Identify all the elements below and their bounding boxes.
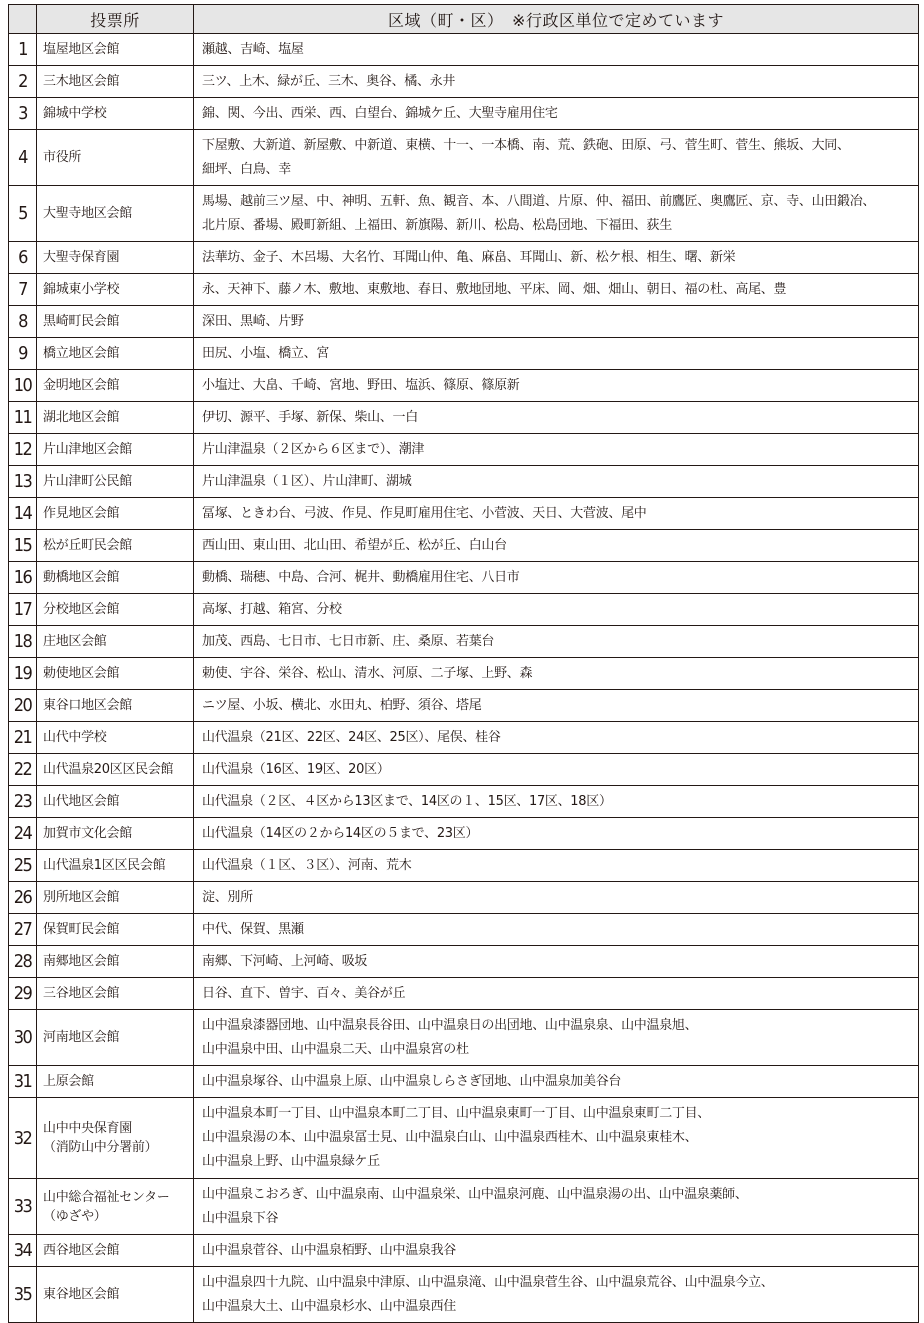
- table-row: [9, 786, 919, 818]
- polling-station-name-line: （ゆざや）: [43, 1208, 107, 1224]
- table-row: [9, 1010, 919, 1066]
- polling-station-name-line: 錦城東小学校: [43, 282, 120, 297]
- district-area: 西山田、東山田、北山田、希望が丘、松が丘、白山台: [194, 530, 919, 562]
- district-area: 動橋、瑞穂、中島、合河、梶井、動橋雇用住宅、八日市: [194, 562, 919, 594]
- district-area: 勅使、宇谷、栄谷、松山、清水、河原、二子塚、上野、森: [194, 658, 919, 690]
- district-area: 山代温泉（２区、４区から13区まで、14区の１、15区、17区、18区）: [194, 786, 919, 818]
- polling-station-name-line: 大聖寺地区会館: [43, 206, 132, 221]
- district-area: 山代温泉（16区、19区、20区）: [194, 754, 919, 786]
- polling-station-name: [37, 1267, 194, 1323]
- district-area: 山中温泉本町一丁目、山中温泉本町二丁目、山中温泉東町一丁目、山中温泉東町二丁目、 山中温泉湯の本、山中温泉冨士見、山中温泉白山、山中温泉西桂木、山中温泉東桂木、 山中温泉上野、山中温泉緑ケ丘: [194, 1098, 919, 1179]
- polling-station-name: [37, 1098, 194, 1179]
- row-number: 27: [9, 914, 37, 946]
- polling-station-name: [37, 946, 194, 978]
- polling-station-name-line: 保賀町民会館: [43, 922, 120, 937]
- table-row: [9, 594, 919, 626]
- district-area: 山中温泉漆器団地、山中温泉長谷田、山中温泉日の出団地、山中温泉泉、山中温泉旭、 山中温泉中田、山中温泉二天、山中温泉宮の杜: [194, 1010, 919, 1066]
- polling-station-name-line: 東谷地区会館: [43, 1287, 120, 1302]
- table-row: [9, 338, 919, 370]
- row-number: 33: [9, 1179, 37, 1235]
- polling-station-name: [37, 1066, 194, 1098]
- row-number: 30: [9, 1010, 37, 1066]
- polling-station-name: [37, 1179, 194, 1235]
- table-row: [9, 66, 919, 98]
- row-number: 4: [9, 130, 37, 186]
- polling-station-name: [37, 274, 194, 306]
- polling-station-name-line: 湖北地区会館: [43, 410, 120, 425]
- polling-station-name-line: 上原会館: [43, 1074, 94, 1089]
- table-row: [9, 498, 919, 530]
- polling-station-name: [37, 338, 194, 370]
- table-row: [9, 306, 919, 338]
- row-number: 13: [9, 466, 37, 498]
- polling-station-name: [37, 562, 194, 594]
- polling-station-name: [37, 370, 194, 402]
- table-body: [9, 34, 919, 1323]
- polling-station-name-line: 山代中学校: [43, 730, 107, 745]
- header-number: [9, 5, 37, 34]
- table-row: [9, 882, 919, 914]
- polling-station-name: [37, 242, 194, 274]
- polling-station-table-wrapper: [8, 4, 918, 1323]
- district-area: 伊切、源平、手塚、新保、柴山、一白: [194, 402, 919, 434]
- district-area: 下屋敷、大新道、新屋敷、中新道、東横、十一、一本橋、南、荒、鉄砲、田原、弓、菅生町、菅生、熊坂、大同、 細坪、白鳥、幸: [194, 130, 919, 186]
- polling-station-name: [37, 818, 194, 850]
- row-number: 6: [9, 242, 37, 274]
- row-number: 29: [9, 978, 37, 1010]
- row-number: 22: [9, 754, 37, 786]
- table-row: [9, 850, 919, 882]
- polling-station-name: [37, 402, 194, 434]
- polling-station-name-line: 黒崎町民会館: [43, 314, 120, 329]
- district-area: 片山津温泉（１区）、片山津町、湖城: [194, 466, 919, 498]
- table-row: [9, 946, 919, 978]
- polling-station-name-line: 庄地区会館: [43, 634, 107, 649]
- district-area: 山中温泉四十九院、山中温泉中津原、山中温泉滝、山中温泉菅生谷、山中温泉荒谷、山中温泉今立、 山中温泉大土、山中温泉杉水、山中温泉西住: [194, 1267, 919, 1323]
- district-area: 永、天神下、藤ノ木、敷地、東敷地、春日、敷地団地、平床、岡、畑、畑山、朝日、福の杜、高尾、豊: [194, 274, 919, 306]
- row-number: 19: [9, 658, 37, 690]
- table-row: [9, 274, 919, 306]
- row-number: 2: [9, 66, 37, 98]
- row-number: 9: [9, 338, 37, 370]
- district-area: 錦、関、今出、西栄、西、白望台、錦城ケ丘、大聖寺雇用住宅: [194, 98, 919, 130]
- polling-station-name: [37, 466, 194, 498]
- row-number: 35: [9, 1267, 37, 1323]
- polling-station-name: [37, 978, 194, 1010]
- table-row: [9, 978, 919, 1010]
- polling-station-name-line: 市役所: [43, 150, 82, 165]
- district-area: 田尻、小塩、橋立、宮: [194, 338, 919, 370]
- row-number: 24: [9, 818, 37, 850]
- district-area: 淀、別所: [194, 882, 919, 914]
- polling-station-name-line: 別所地区会館: [43, 890, 120, 905]
- table-row: [9, 1235, 919, 1267]
- polling-station-name-line: 山中総合福祉センター: [43, 1189, 170, 1205]
- polling-station-name-line: 作見地区会館: [43, 506, 120, 521]
- polling-station-name: [37, 1010, 194, 1066]
- district-area: 日谷、直下、曽宇、百々、美谷が丘: [194, 978, 919, 1010]
- row-number: 31: [9, 1066, 37, 1098]
- district-area: 片山津温泉（２区から６区まで）、潮津: [194, 434, 919, 466]
- polling-station-name-line: 大聖寺保育園: [43, 250, 120, 265]
- district-area: 馬場、越前三ツ屋、中、神明、五軒、魚、観音、本、八間道、片原、仲、福田、前鷹匠、奥鷹匠、京、寺、山田鍛冶、 北片原、番場、殿町新組、上福田、新旗陽、新川、松島、松島団地、下福田、荻生: [194, 186, 919, 242]
- table-header-row: [9, 5, 919, 34]
- table-row: [9, 818, 919, 850]
- district-area: 瀬越、吉崎、塩屋: [194, 34, 919, 66]
- table-row: [9, 626, 919, 658]
- table-row: [9, 98, 919, 130]
- row-number: 15: [9, 530, 37, 562]
- table-row: [9, 1066, 919, 1098]
- polling-station-name: [37, 1235, 194, 1267]
- district-area: 法華坊、金子、木呂場、大名竹、耳聞山仲、亀、麻畠、耳聞山、新、松ケ根、相生、曙、新栄: [194, 242, 919, 274]
- polling-station-name-line: 片山津地区会館: [43, 442, 132, 457]
- polling-station-name-line: 片山津町公民館: [43, 474, 132, 489]
- polling-station-name-line: 西谷地区会館: [43, 1243, 120, 1258]
- polling-station-name-line: 三木地区会館: [43, 74, 120, 89]
- row-number: 8: [9, 306, 37, 338]
- table-row: [9, 914, 919, 946]
- table-row: [9, 1098, 919, 1179]
- polling-station-name: [37, 66, 194, 98]
- polling-station-name-line: 三谷地区会館: [43, 986, 120, 1001]
- row-number: 21: [9, 722, 37, 754]
- polling-station-name: [37, 626, 194, 658]
- polling-station-name-line: 塩屋地区会館: [43, 42, 120, 57]
- polling-station-name: [37, 498, 194, 530]
- table-row: [9, 530, 919, 562]
- row-number: 7: [9, 274, 37, 306]
- polling-station-name-line: 松が丘町民会館: [43, 538, 132, 553]
- polling-station-name: [37, 98, 194, 130]
- district-area: 高塚、打越、箱宮、分校: [194, 594, 919, 626]
- polling-station-name: [37, 530, 194, 562]
- district-area: 山中温泉塚谷、山中温泉上原、山中温泉しらさぎ団地、山中温泉加美谷台: [194, 1066, 919, 1098]
- polling-station-name: [37, 754, 194, 786]
- row-number: 11: [9, 402, 37, 434]
- polling-station-name-line: 東谷口地区会館: [43, 698, 132, 713]
- polling-station-name: [37, 914, 194, 946]
- district-area: 山代温泉（21区、22区、24区、25区）、尾俣、桂谷: [194, 722, 919, 754]
- table-row: [9, 722, 919, 754]
- row-number: 34: [9, 1235, 37, 1267]
- polling-station-name: [37, 306, 194, 338]
- district-area: 南郷、下河崎、上河崎、吸坂: [194, 946, 919, 978]
- row-number: 5: [9, 186, 37, 242]
- table-row: [9, 34, 919, 66]
- row-number: 1: [9, 34, 37, 66]
- row-number: 25: [9, 850, 37, 882]
- polling-station-name-line: 分校地区会館: [43, 602, 120, 617]
- polling-station-name: [37, 594, 194, 626]
- district-area: 山中温泉こおろぎ、山中温泉南、山中温泉栄、山中温泉河鹿、山中温泉湯の出、山中温泉薬師、 山中温泉下谷: [194, 1179, 919, 1235]
- polling-station-name-line: 勅使地区会館: [43, 666, 120, 681]
- polling-station-name: [37, 690, 194, 722]
- polling-station-name-line: 橋立地区会館: [43, 346, 120, 361]
- table-row: [9, 466, 919, 498]
- header-area: 区域（町・区） ※行政区単位で定めています: [194, 5, 919, 34]
- district-area: 山中温泉菅谷、山中温泉栢野、山中温泉我谷: [194, 1235, 919, 1267]
- table-row: [9, 370, 919, 402]
- row-number: 26: [9, 882, 37, 914]
- polling-station-name-line: 錦城中学校: [43, 106, 107, 121]
- table-row: [9, 434, 919, 466]
- district-area: 三ツ、上木、緑が丘、三木、奥谷、橘、永井: [194, 66, 919, 98]
- polling-station-name-line: （消防山中分署前）: [43, 1140, 158, 1155]
- polling-station-name: [37, 434, 194, 466]
- polling-station-name-line: 河南地区会館: [43, 1030, 120, 1045]
- polling-station-name: [37, 722, 194, 754]
- table-row: [9, 658, 919, 690]
- polling-station-name-line: 動橋地区会館: [43, 570, 120, 585]
- district-area: 加茂、西島、七日市、七日市新、庄、桑原、若葉台: [194, 626, 919, 658]
- table-row: [9, 562, 919, 594]
- row-number: 28: [9, 946, 37, 978]
- row-number: 18: [9, 626, 37, 658]
- row-number: 32: [9, 1098, 37, 1179]
- polling-station-name-line: 金明地区会館: [43, 378, 120, 393]
- table-row: [9, 690, 919, 722]
- table-row: [9, 754, 919, 786]
- polling-station-name: [37, 34, 194, 66]
- polling-station-name: [37, 130, 194, 186]
- district-area: ニツ屋、小坂、横北、水田丸、柏野、須谷、塔尾: [194, 690, 919, 722]
- polling-station-name-line: 山代温泉1区区民会館: [43, 858, 166, 873]
- polling-station-table: [8, 4, 919, 1323]
- district-area: 小塩辻、大畠、千崎、宮地、野田、塩浜、篠原、篠原新: [194, 370, 919, 402]
- row-number: 17: [9, 594, 37, 626]
- row-number: 10: [9, 370, 37, 402]
- header-polling-station: 投票所: [37, 5, 194, 34]
- polling-station-name: [37, 850, 194, 882]
- polling-station-name: [37, 882, 194, 914]
- polling-station-name: [37, 786, 194, 818]
- district-area: 冨塚、ときわ台、弓波、作見、作見町雇用住宅、小菅波、天日、大菅波、尾中: [194, 498, 919, 530]
- row-number: 12: [9, 434, 37, 466]
- district-area: 中代、保賀、黒瀬: [194, 914, 919, 946]
- polling-station-name-line: 山中中央保育園: [43, 1121, 132, 1136]
- row-number: 16: [9, 562, 37, 594]
- district-area: 山代温泉（１区、３区）、河南、荒木: [194, 850, 919, 882]
- polling-station-name-line: 山代地区会館: [43, 794, 120, 809]
- table-row: [9, 1267, 919, 1323]
- district-area: 山代温泉（14区の２から14区の５まで、23区）: [194, 818, 919, 850]
- table-row: [9, 130, 919, 186]
- row-number: 3: [9, 98, 37, 130]
- row-number: 23: [9, 786, 37, 818]
- table-row: [9, 1179, 919, 1235]
- table-row: [9, 402, 919, 434]
- polling-station-name: [37, 658, 194, 690]
- polling-station-name-line: 山代温泉20区区民会館: [43, 762, 174, 777]
- table-row: [9, 242, 919, 274]
- polling-station-name-line: 南郷地区会館: [43, 954, 120, 969]
- row-number: 14: [9, 498, 37, 530]
- polling-station-name: [37, 186, 194, 242]
- table-row: [9, 186, 919, 242]
- district-area: 深田、黒崎、片野: [194, 306, 919, 338]
- row-number: 20: [9, 690, 37, 722]
- polling-station-name-line: 加賀市文化会館: [43, 826, 132, 841]
